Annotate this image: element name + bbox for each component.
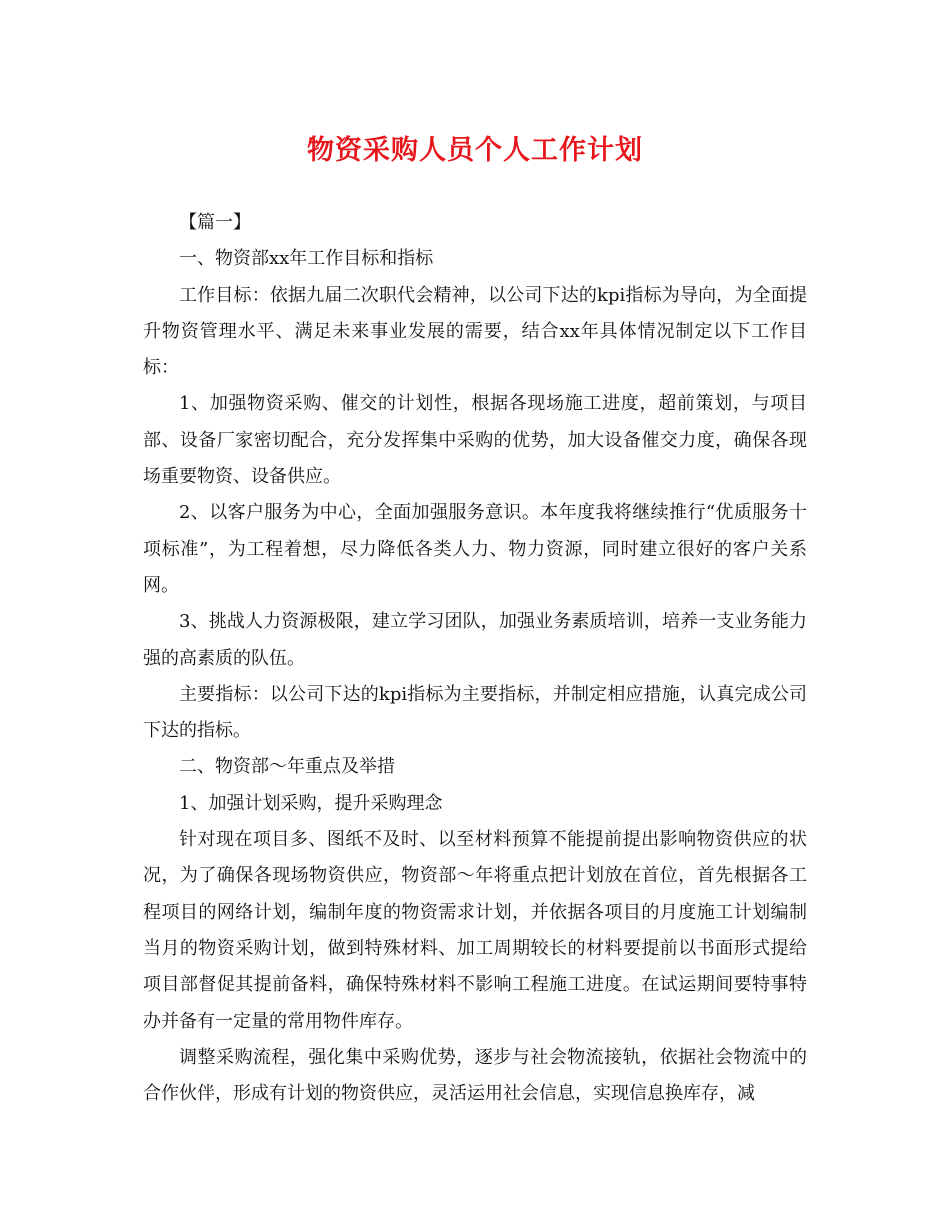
paragraph: 主要指标：以公司下达的kpi指标为主要指标，并制定相应措施，认真完成公司下达的指标。	[143, 683, 807, 742]
document-body	[143, 205, 807, 1112]
document-title: 物资采购人员个人工作计划	[307, 135, 643, 166]
paragraph: 3、挑战人力资源极限，建立学习团队，加强业务素质培训，培养一支业务能力强的高素质的队伍。	[143, 611, 807, 669]
section-heading: 一、物资部xx年工作目标和指标	[179, 248, 434, 270]
paragraph: 工作目标：依据九届二次职代会精神，以公司下达的kpi指标为导向，为全面提升物资管理水平、满足未来事业发展的需要，结合xx年具体情况制定以下工作目标：	[143, 284, 807, 379]
section-heading: 二、物资部～年重点及举措	[179, 756, 395, 778]
paragraph: 调整采购流程，强化集中采购优势，逐步与社会物流接轨，依据社会物流中的合作伙伴，形成有计划的物资供应，灵活运用社会信息，实现信息换库存，减	[143, 1046, 807, 1105]
paragraph: 2、以客户服务为中心，全面加强服务意识。本年度我将继续推行“优质服务十项标准”，为工程着想，尽力降低各类人力、物力资源，同时建立很好的客户关系网。	[143, 502, 807, 596]
subsection-heading: 1、加强计划采购，提升采购理念	[179, 792, 443, 814]
paragraph: 1、加强物资采购、催交的计划性，根据各现场施工进度，超前策划，与项目部、设备厂家密切配合，充分发挥集中采购的优势，加大设备催交力度，确保各现场重要物资、设备供应。	[143, 393, 807, 488]
section-label: 【篇一】	[179, 212, 251, 233]
paragraph: 针对现在项目多、图纸不及时、以至材料预算不能提前提出影响物资供应的状况，为了确保各现场物资供应，物资部～年将重点把计划放在首位，首先根据各工程项目的网络计划，编制年度的物资需求计划，并依据各项目的月度施工计划编制当月的物资采购计划，做到特殊材料、加工周期较长的材料要提前以书面形式提给项目部督促其提前备料，确保特殊材料不影响工程施工进度。在试运期间要特事特办并备有一定量的常用物件库存。	[143, 829, 807, 1032]
